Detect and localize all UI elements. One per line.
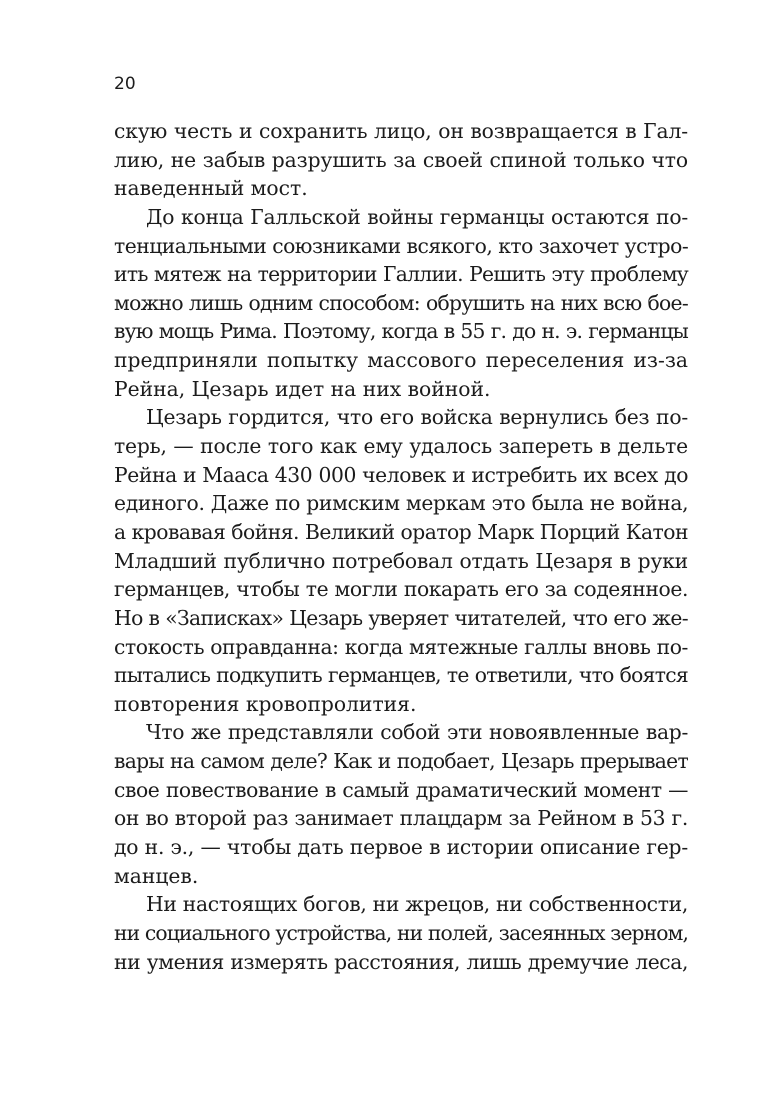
body-text xyxy=(114,117,688,976)
text-line: Младший публично потребовал отдать Цезаря в руки xyxy=(114,548,688,573)
text-line: ни социального устройства, ни полей, засеянных зерном, xyxy=(114,920,688,945)
text-line: Что же представляли собой эти новоявленные вар- xyxy=(146,720,688,745)
text-line: можно лишь одним способом: обрушить на них всю бое- xyxy=(114,290,688,315)
text-line: Рейна, Цезарь идет на них войной. xyxy=(114,376,491,401)
text-line: повторения кровопролития. xyxy=(114,691,417,716)
text-line: Рейна и Мааса 430 000 человек и истребить их всех до xyxy=(114,462,688,487)
text-line: наведенный мост. xyxy=(114,176,308,201)
text-line: германцев, чтобы те могли покарать его за содеянное. xyxy=(114,577,688,602)
text-line: терь, — после того как ему удалось запереть в дельте xyxy=(114,434,688,459)
text-line: предприняли попытку массового переселения из-за xyxy=(114,348,688,373)
page-number: 20 xyxy=(114,74,136,94)
text-line: стокость оправданна: когда мятежные галлы вновь по- xyxy=(114,634,688,659)
text-line: свое повествование в самый драматический момент — xyxy=(114,777,688,802)
text-line: а кровавая бойня. Великий оратор Марк Порций Катон xyxy=(114,519,688,544)
text-line: он во второй раз занимает плацдарм за Рейном в 53 г. xyxy=(114,806,688,831)
text-line: манцев. xyxy=(114,863,199,888)
text-line: Но в «Записках» Цезарь уверяет читателей, что его же- xyxy=(114,605,688,630)
text-line: тенциальными союзниками всякого, кто захочет устро- xyxy=(114,233,689,258)
text-line: вую мощь Рима. Поэтому, когда в 55 г. до н. э. германцы xyxy=(114,319,688,344)
text-line: ить мятеж на территории Галлии. Решить эту проблему xyxy=(114,262,688,287)
text-line: до н. э., — чтобы дать первое в истории описание гер- xyxy=(114,835,688,860)
text-line: единого. Даже по римским меркам это была не война, xyxy=(114,491,689,516)
text-line: скую честь и сохранить лицо, он возвращается в Гал- xyxy=(114,119,688,143)
text-line: ни умения измерять расстояния, лишь дремучие леса, xyxy=(114,949,688,974)
text-line: Цезарь гордится, что его войска вернулись без по- xyxy=(146,405,688,430)
text-line: Ни настоящих богов, ни жрецов, ни собственности, xyxy=(146,892,689,917)
text-line: вары на самом деле? Как и подобает, Цезарь прерывает xyxy=(114,749,688,774)
text-line: пытались подкупить германцев, те ответили, что боятся xyxy=(114,663,688,688)
text-line: лию, не забыв разрушить за своей спиной только что xyxy=(114,147,688,172)
text-line: До конца Галльской войны германцы остаются по- xyxy=(146,204,688,229)
